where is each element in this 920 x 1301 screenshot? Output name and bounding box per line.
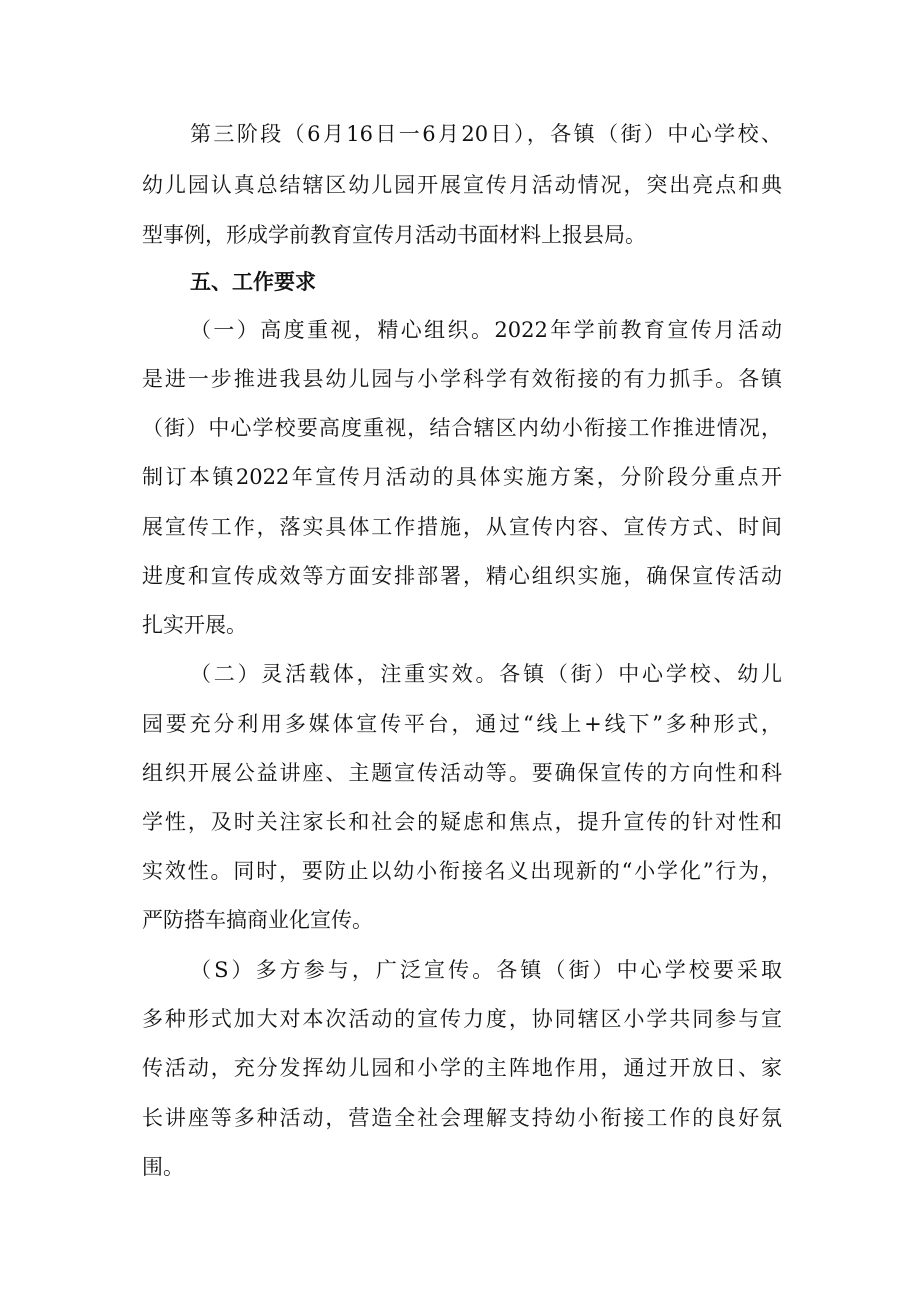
text-line: （S）多方参与，广泛宣传。各镇（街）中心学校要采取 <box>190 958 782 982</box>
text-line: 展宣传工作，落实具体工作措施，从宣传内容、宣传方式、时间 <box>142 515 782 539</box>
text-line: 型事例，形成学前教育宣传月活动书面材料上报县局。 <box>142 223 646 247</box>
text-line: （街）中心学校要高度重视，结合辖区内幼小衔接工作推进情况， <box>142 416 782 440</box>
text-line: 第三阶段（6月16日一6月20日），各镇（街）中心学校、 <box>190 122 782 146</box>
text-line: 组织开展公益讲座、主题宣传活动等。要确保宣传的方向性和科 <box>142 761 782 785</box>
text-line: 学性，及时关注家长和社会的疑虑和焦点，提升宣传的针对性和 <box>142 810 782 834</box>
text-line: 园要充分利用多媒体宣传平台，通过“线上+线下”多种形式， <box>142 712 782 736</box>
text-line: 实效性。同时，要防止以幼小衔接名义出现新的“小学化”行为， <box>142 859 782 883</box>
text-line: 幼儿园认真总结辖区幼儿园开展宣传月活动情况，突出亮点和典 <box>142 173 782 197</box>
text-line: 进度和宣传成效等方面安排部署，精心组织实施，确保宣传活动 <box>142 564 782 588</box>
text-line: 严防搭车搞商业化宣传。 <box>142 908 373 932</box>
text-line: 多种形式加大对本次活动的宣传力度，协同辖区小学共同参与宣 <box>142 1007 782 1031</box>
text-line: 长讲座等多种活动，营造全社会理解支持幼小衔接工作的良好氛 <box>142 1106 782 1130</box>
text-line: （一）高度重视，精心组织。2022年学前教育宣传月活动 <box>190 318 782 342</box>
text-line: 是进一步推进我县幼儿园与小学科学有效衔接的有力抓手。各镇 <box>142 367 782 391</box>
text-line: 围。 <box>142 1155 184 1179</box>
text-line: 传活动，充分发挥幼儿园和小学的主阵地作用，通过开放日、家 <box>142 1056 782 1080</box>
text-line: （二）灵活载体，注重实效。各镇（街）中心学校、幼儿 <box>190 662 782 686</box>
section-heading: 五、工作要求 <box>190 270 316 294</box>
text-line: 制订本镇2022年宣传月活动的具体实施方案，分阶段分重点开 <box>142 465 782 489</box>
text-line: 扎实开展。 <box>142 613 247 637</box>
